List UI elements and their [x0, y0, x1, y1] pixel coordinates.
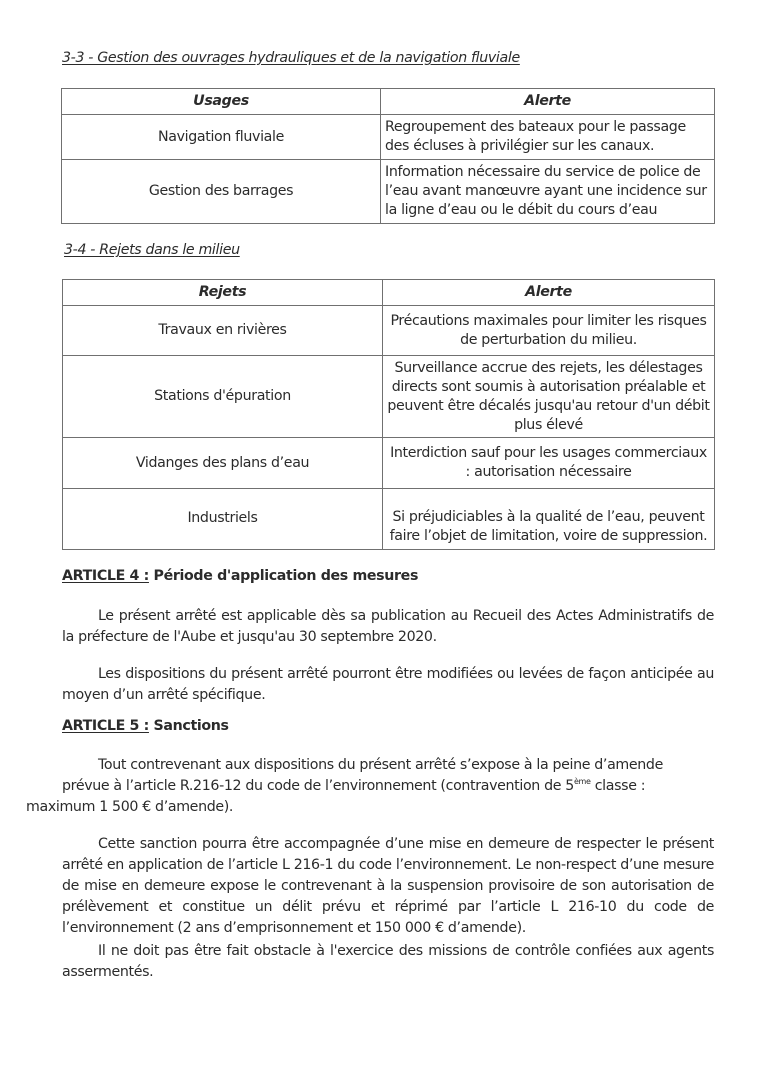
- article-4-heading: [62, 568, 418, 584]
- alert-cell: Si préjudiciables à la qualité de l’eau, peuvent faire l’objet de limitation, voire de suppression.: [383, 489, 715, 550]
- article-5-heading: [62, 718, 229, 734]
- alert-cell: Regroupement des bateaux pour le passage des écluses à privilégier sur les canaux.: [381, 115, 715, 160]
- alert-cell: Interdiction sauf pour les usages commerciaux : autorisation nécessaire: [383, 438, 715, 489]
- column-header-rejets: Rejets: [63, 280, 383, 306]
- alert-cell: Précautions maximales pour limiter les risques de perturbation du milieu.: [383, 306, 715, 356]
- rejet-cell: Vidanges des plans d’eau: [63, 438, 383, 489]
- table-row: [63, 306, 715, 356]
- table-row: [62, 160, 715, 224]
- article-4-title: Période d'application des mesures: [153, 568, 419, 584]
- table-header-row: [63, 280, 715, 306]
- article-5-paragraph: [26, 755, 714, 818]
- column-header-usages: Usages: [62, 89, 381, 115]
- alert-cell: Surveillance accrue des rejets, les délestages directs sont soumis à autorisation préalable et peuvent être décalés jusqu'au retour d'un débit plus élevé: [383, 356, 715, 438]
- table-row: [63, 356, 715, 438]
- rejet-cell: Stations d'épuration: [63, 356, 383, 438]
- rejets-alert-table: [62, 279, 715, 550]
- article-5-paragraph: Il ne doit pas être fait obstacle à l'exercice des missions de contrôle confiées aux agents assermentés.: [62, 943, 714, 980]
- table-row: [62, 115, 715, 160]
- paragraph-text: classe :: [590, 778, 646, 794]
- column-header-alerte: Alerte: [381, 89, 715, 115]
- article-4-paragraph: Les dispositions du présent arrêté pourront être modifiées ou levées de façon anticipée au moyen d’un arrêté spécifique.: [62, 666, 714, 703]
- alert-cell: Information nécessaire du service de police de l’eau avant manœuvre ayant une incidence sur la ligne d’eau ou le débit du cours d’eau: [381, 160, 715, 224]
- section-3-3-heading: 3-3 - Gestion des ouvrages hydrauliques et de la navigation fluviale: [62, 50, 520, 66]
- usage-cell: Gestion des barrages: [62, 160, 381, 224]
- rejet-cell: Industriels: [63, 489, 383, 550]
- section-3-4-heading: 3-4 - Rejets dans le milieu: [64, 242, 240, 258]
- article-5-title: Sanctions: [153, 718, 229, 734]
- article-4-label: ARTICLE 4 :: [62, 568, 149, 584]
- rejet-cell: Travaux en rivières: [63, 306, 383, 356]
- paragraph-text: Tout contrevenant aux dispositions du présent arrêté s’expose à la peine d’amende prévue à l’article R.216-12 du code de l’environnement (contravention de 5: [62, 757, 663, 794]
- article-4-paragraph: Le présent arrêté est applicable dès sa publication au Recueil des Actes Administratifs de la préfecture de l'Aube et jusqu'au 30 septembre 2020.: [62, 608, 714, 645]
- article-5-paragraph: Cette sanction pourra être accompagnée d’une mise en demeure de respecter le présent arrêté en application de l’article L 216-1 du code l’environnement. Le non-respect d’une mesure de mise en demeure expose le contrevenant à la suspension provisoire de son autorisation de prélèvement et constitue un délit prévu et réprimé par l’article L 216-10 du code de l’environnement (2 ans d’emprisonnement et 150 000 € d’amende).: [62, 836, 714, 936]
- column-header-alerte: Alerte: [383, 280, 715, 306]
- table-row: [63, 438, 715, 489]
- usage-cell: Navigation fluviale: [62, 115, 381, 160]
- usages-alert-table: [61, 88, 715, 224]
- paragraph-text: maximum 1 500 € d’amende).: [26, 799, 234, 815]
- superscript: ème: [573, 777, 591, 786]
- table-row: [63, 489, 715, 550]
- table-header-row: [62, 89, 715, 115]
- article-5-label: ARTICLE 5 :: [62, 718, 149, 734]
